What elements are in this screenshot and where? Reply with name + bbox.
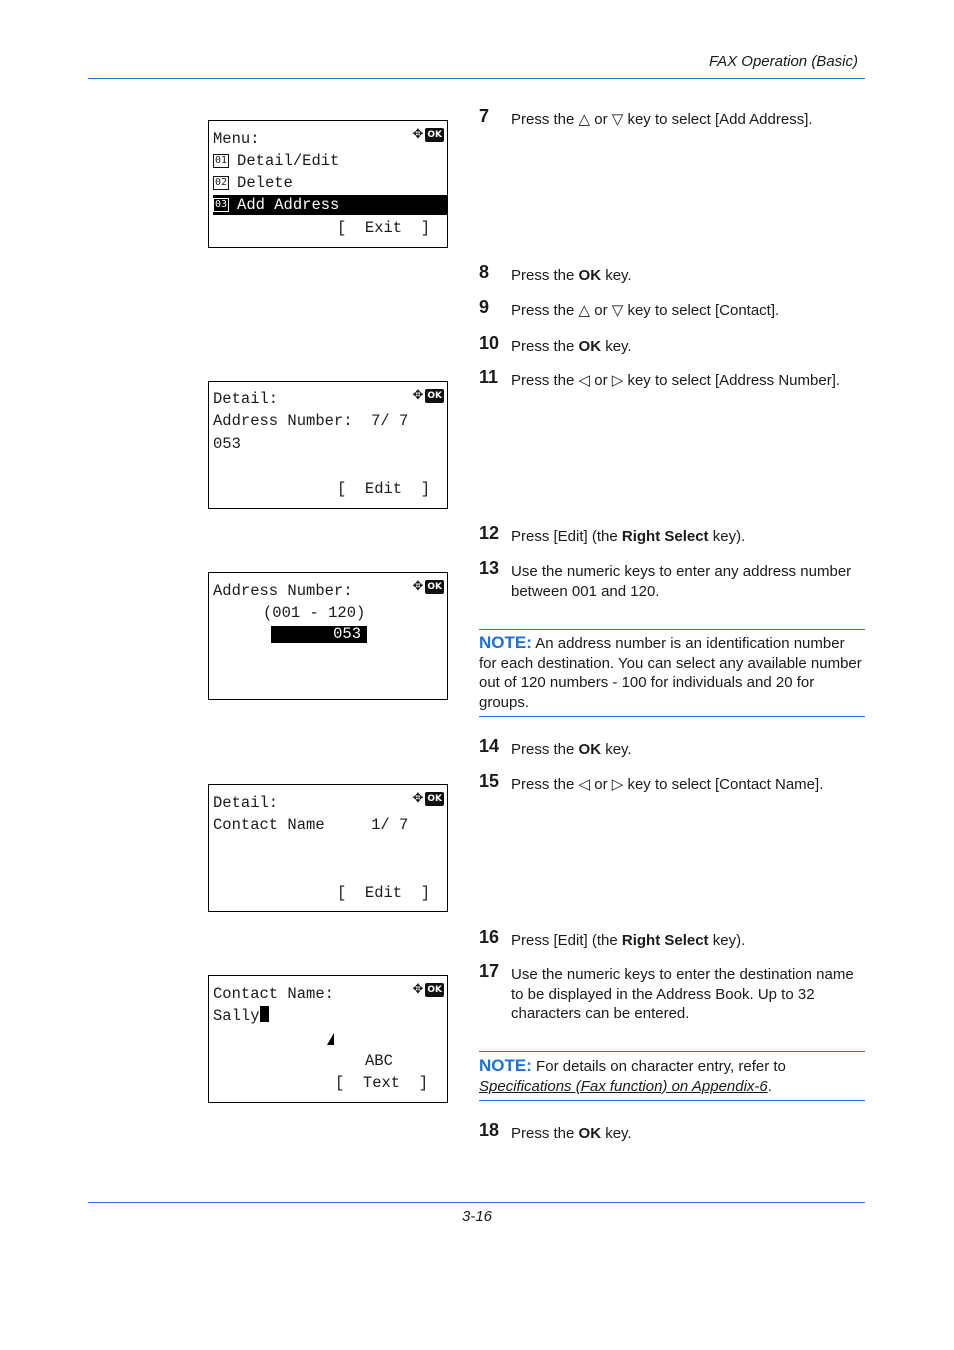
lcd-menu-panel — [208, 120, 448, 248]
step-12: 12 Press [Edit] (the Right Select key). — [479, 523, 746, 545]
note-rule-bottom — [479, 716, 865, 717]
lcd-address-input-panel — [208, 572, 448, 700]
lcd-detail-address-panel — [208, 381, 448, 509]
lcd-detail-title: Detail: — [213, 390, 279, 408]
lcd-detail-contact-panel — [208, 784, 448, 912]
address-range: (001 - 120) — [263, 604, 366, 622]
note-rule-top — [479, 1051, 865, 1052]
text-cursor — [260, 1006, 269, 1022]
lcd-address-input-title: Address Number: — [213, 582, 353, 600]
lcd-menu-title: Menu: — [213, 130, 260, 148]
step-9: 9 Press the △ or ▽ key to select [Contact]. — [479, 297, 780, 319]
four-way-arrow-icon: ✥ — [412, 579, 424, 594]
four-way-arrow-icon: ✥ — [412, 791, 424, 806]
softkey-text[interactable]: [ Text ] — [335, 1074, 429, 1092]
step-13: 13 Use the numeric keys to enter any address number between 001 and 120. — [479, 558, 852, 600]
softkey-edit[interactable]: [ Edit ] — [337, 884, 431, 902]
lcd-contact-input-panel — [208, 975, 448, 1103]
address-number-value: 053 — [213, 435, 241, 453]
nav-ok-indicator — [412, 792, 444, 806]
step-14: 14 Press the OK key. — [479, 736, 632, 758]
step-7: 7 Press the △ or ▽ key to select [Add Address]. — [479, 106, 813, 128]
step-18: 18 Press the OK key. — [479, 1120, 632, 1142]
note-address-number: NOTE: An address number is an identification number for each destination. You can select any available number out of 120 numbers - 100 for individuals and 20 for groups. — [479, 633, 862, 711]
ok-icon: OK — [427, 985, 442, 995]
step-15: 15 Press the ◁ or ▷ key to select [Contact Name]. — [479, 771, 824, 793]
nav-ok-indicator — [412, 128, 444, 142]
address-number-line: Address Number: 7/ 7 — [213, 412, 409, 430]
ok-icon: OK — [427, 391, 442, 401]
four-way-arrow-icon: ✥ — [412, 982, 424, 997]
address-number-input[interactable]: 053 — [271, 626, 367, 643]
softkey-edit[interactable]: [ Edit ] — [337, 480, 431, 498]
step-16: 16 Press [Edit] (the Right Select key). — [479, 927, 746, 949]
menu-item-add-address[interactable]: 03 Add Address — [213, 195, 447, 215]
ok-icon: OK — [427, 794, 442, 804]
step-8: 8 Press the OK key. — [479, 262, 632, 284]
note-character-entry: NOTE: For details on character entry, refer to Specifications (Fax function) on Appendix-6. — [479, 1056, 786, 1095]
contact-name-line: Contact Name 1/ 7 — [213, 816, 409, 834]
menu-item-delete[interactable]: 02 Delete — [215, 174, 293, 192]
header-rule — [88, 78, 865, 79]
menu-item-detail-edit[interactable]: 01 Detail/Edit — [215, 152, 340, 170]
nav-ok-indicator — [412, 389, 444, 403]
input-mode-indicator-icon — [327, 1033, 334, 1045]
note-rule-bottom — [479, 1100, 865, 1101]
footer-rule — [88, 1202, 865, 1203]
appendix-link[interactable]: Specifications (Fax function) on Appendix-6 — [479, 1077, 768, 1095]
ok-icon: OK — [427, 130, 442, 140]
lcd-contact-input-title: Contact Name: — [213, 985, 334, 1003]
nav-ok-indicator — [412, 580, 444, 594]
note-rule-top — [479, 629, 865, 630]
softkey-exit[interactable]: [ Exit ] — [337, 219, 431, 237]
four-way-arrow-icon: ✥ — [412, 127, 424, 142]
contact-name-input[interactable]: Sally — [213, 1006, 269, 1026]
four-way-arrow-icon: ✥ — [412, 388, 424, 403]
nav-ok-indicator — [412, 983, 444, 997]
ok-icon: OK — [427, 582, 442, 592]
lcd-detail-title: Detail: — [213, 794, 279, 812]
input-mode: ABC — [365, 1052, 393, 1070]
page-number: 3-16 — [461, 1208, 493, 1225]
header-title: FAX Operation (Basic) — [709, 53, 858, 70]
step-10: 10 Press the OK key. — [479, 333, 632, 355]
step-17: 17 Use the numeric keys to enter the destination name to be displayed in the Address Book. Up to 32 characters can be entered. — [479, 961, 854, 1022]
step-11: 11 Press the ◁ or ▷ key to select [Address Number]. — [479, 367, 841, 389]
